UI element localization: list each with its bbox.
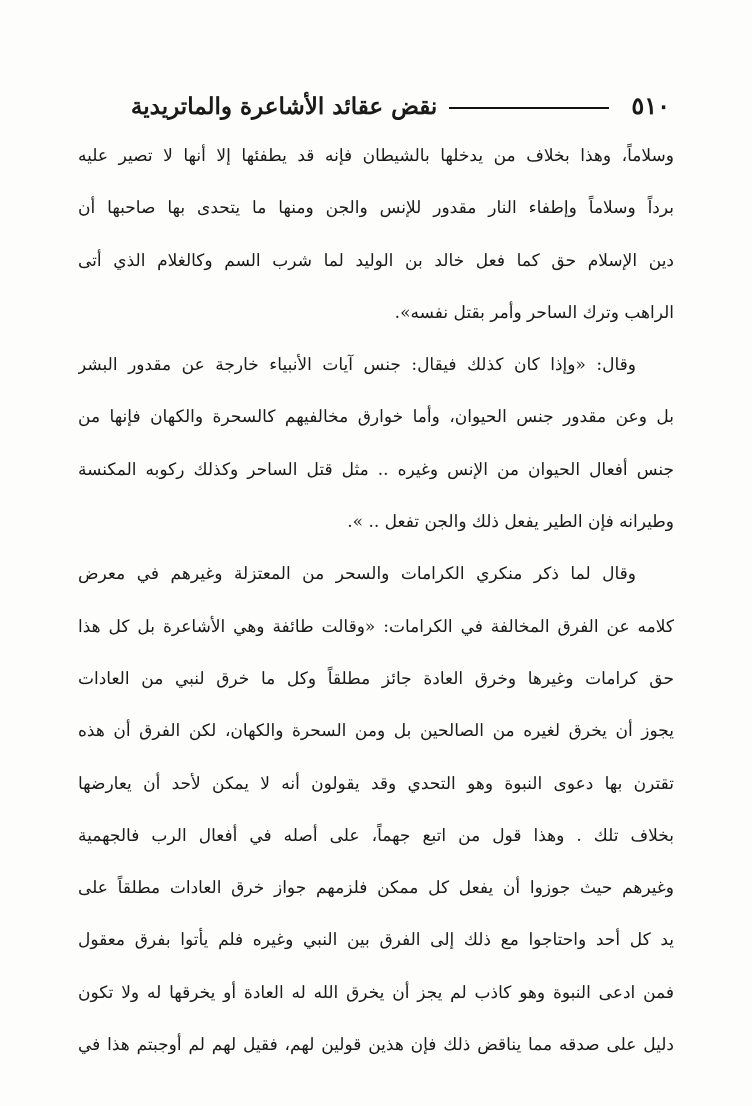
text-line: بخلاف تلك . وهذا قول من اتبع جهماً، على أصله في أفعال الرب فالجهمية (78, 825, 674, 846)
text-line: برداً وسلاماً وإطفاء النار مقدور للإنس والجن ومنها ما يتحدى بها صاحبها أن (78, 198, 674, 219)
body-text (78, 130, 674, 1071)
text-line: حق كرامات وغيرها وخرق العادة جائز مطلقاً وكل ما خرق لنبي من العادات (78, 668, 674, 689)
text-line: وقال لما ذكر منكري الكرامات والسحر من المعتزلة وغيرهم في معرض (78, 564, 636, 585)
text-line: وطيرانه فإن الطير يفعل ذلك والجن تفعل .. ». (347, 512, 674, 533)
text-line: الراهب وترك الساحر وأمر بقتل نفسه». (394, 302, 674, 323)
text-line: فمن ادعى النبوة وهو كاذب لم يجز أن يخرق الله له العادة أو يخرقها له ولا تكون (78, 982, 674, 1003)
text-line: تقترن بها دعوى النبوة وهو التحدي وقد يقولون أنه لا يمكن لأحد أن يعارضها (78, 773, 674, 794)
text-line: دين الإسلام حق كما فعل خالد بن الوليد لما شرب السم وكالغلام الذي أتى (78, 250, 674, 271)
header-rule (449, 107, 609, 109)
text-line: وقال: «وإذا كان كذلك فيقال: جنس آيات الأنبياء خارجة عن مقدور البشر (78, 355, 636, 376)
text-line: كلامه عن الفرق المخالفة في الكرامات: «وقالت طائفة وهي الأشاعرة بل كل هذا (78, 616, 674, 637)
text-line: يد كل أحد واحتاجوا مع ذلك إلى الفرق بين النبي وغيره فلم يأتوا بفرق معقول (78, 930, 674, 951)
text-line: وسلاماً، وهذا بخلاف من يدخلها بالشيطان فإنه قد يطفئها إلا أنها لا تصير عليه (78, 146, 674, 166)
text-line: بل وعن مقدور جنس الحيوان، وأما خوارق مخالفيهم كالسحرة والكهان فإنها من (78, 407, 674, 428)
text-line: يجوز أن يخرق لغيره من الصالحين بل ومن السحرة والكهان، لكن الفرق أن هذه (78, 721, 674, 742)
text-line: دليل على صدقه مما يناقض ذلك فإن هذين قولين لهم، فقيل لهم لم أوجبتم هذا في (78, 1035, 674, 1056)
running-title: نقض عقائد الأشاعرة والماتريدية (130, 93, 438, 120)
text-line: جنس أفعال الحيوان من الإنس وغيره .. مثل قتل الساحر وكذلك ركوبه المكنسة (78, 459, 674, 480)
page-number: ٥١٠ (631, 91, 670, 120)
text-line: وغيرهم حيث جوزوا أن يفعل كل ممكن فلزمهم جواز خرق العادات مطلقاً على (78, 878, 674, 899)
page-header (80, 82, 670, 122)
